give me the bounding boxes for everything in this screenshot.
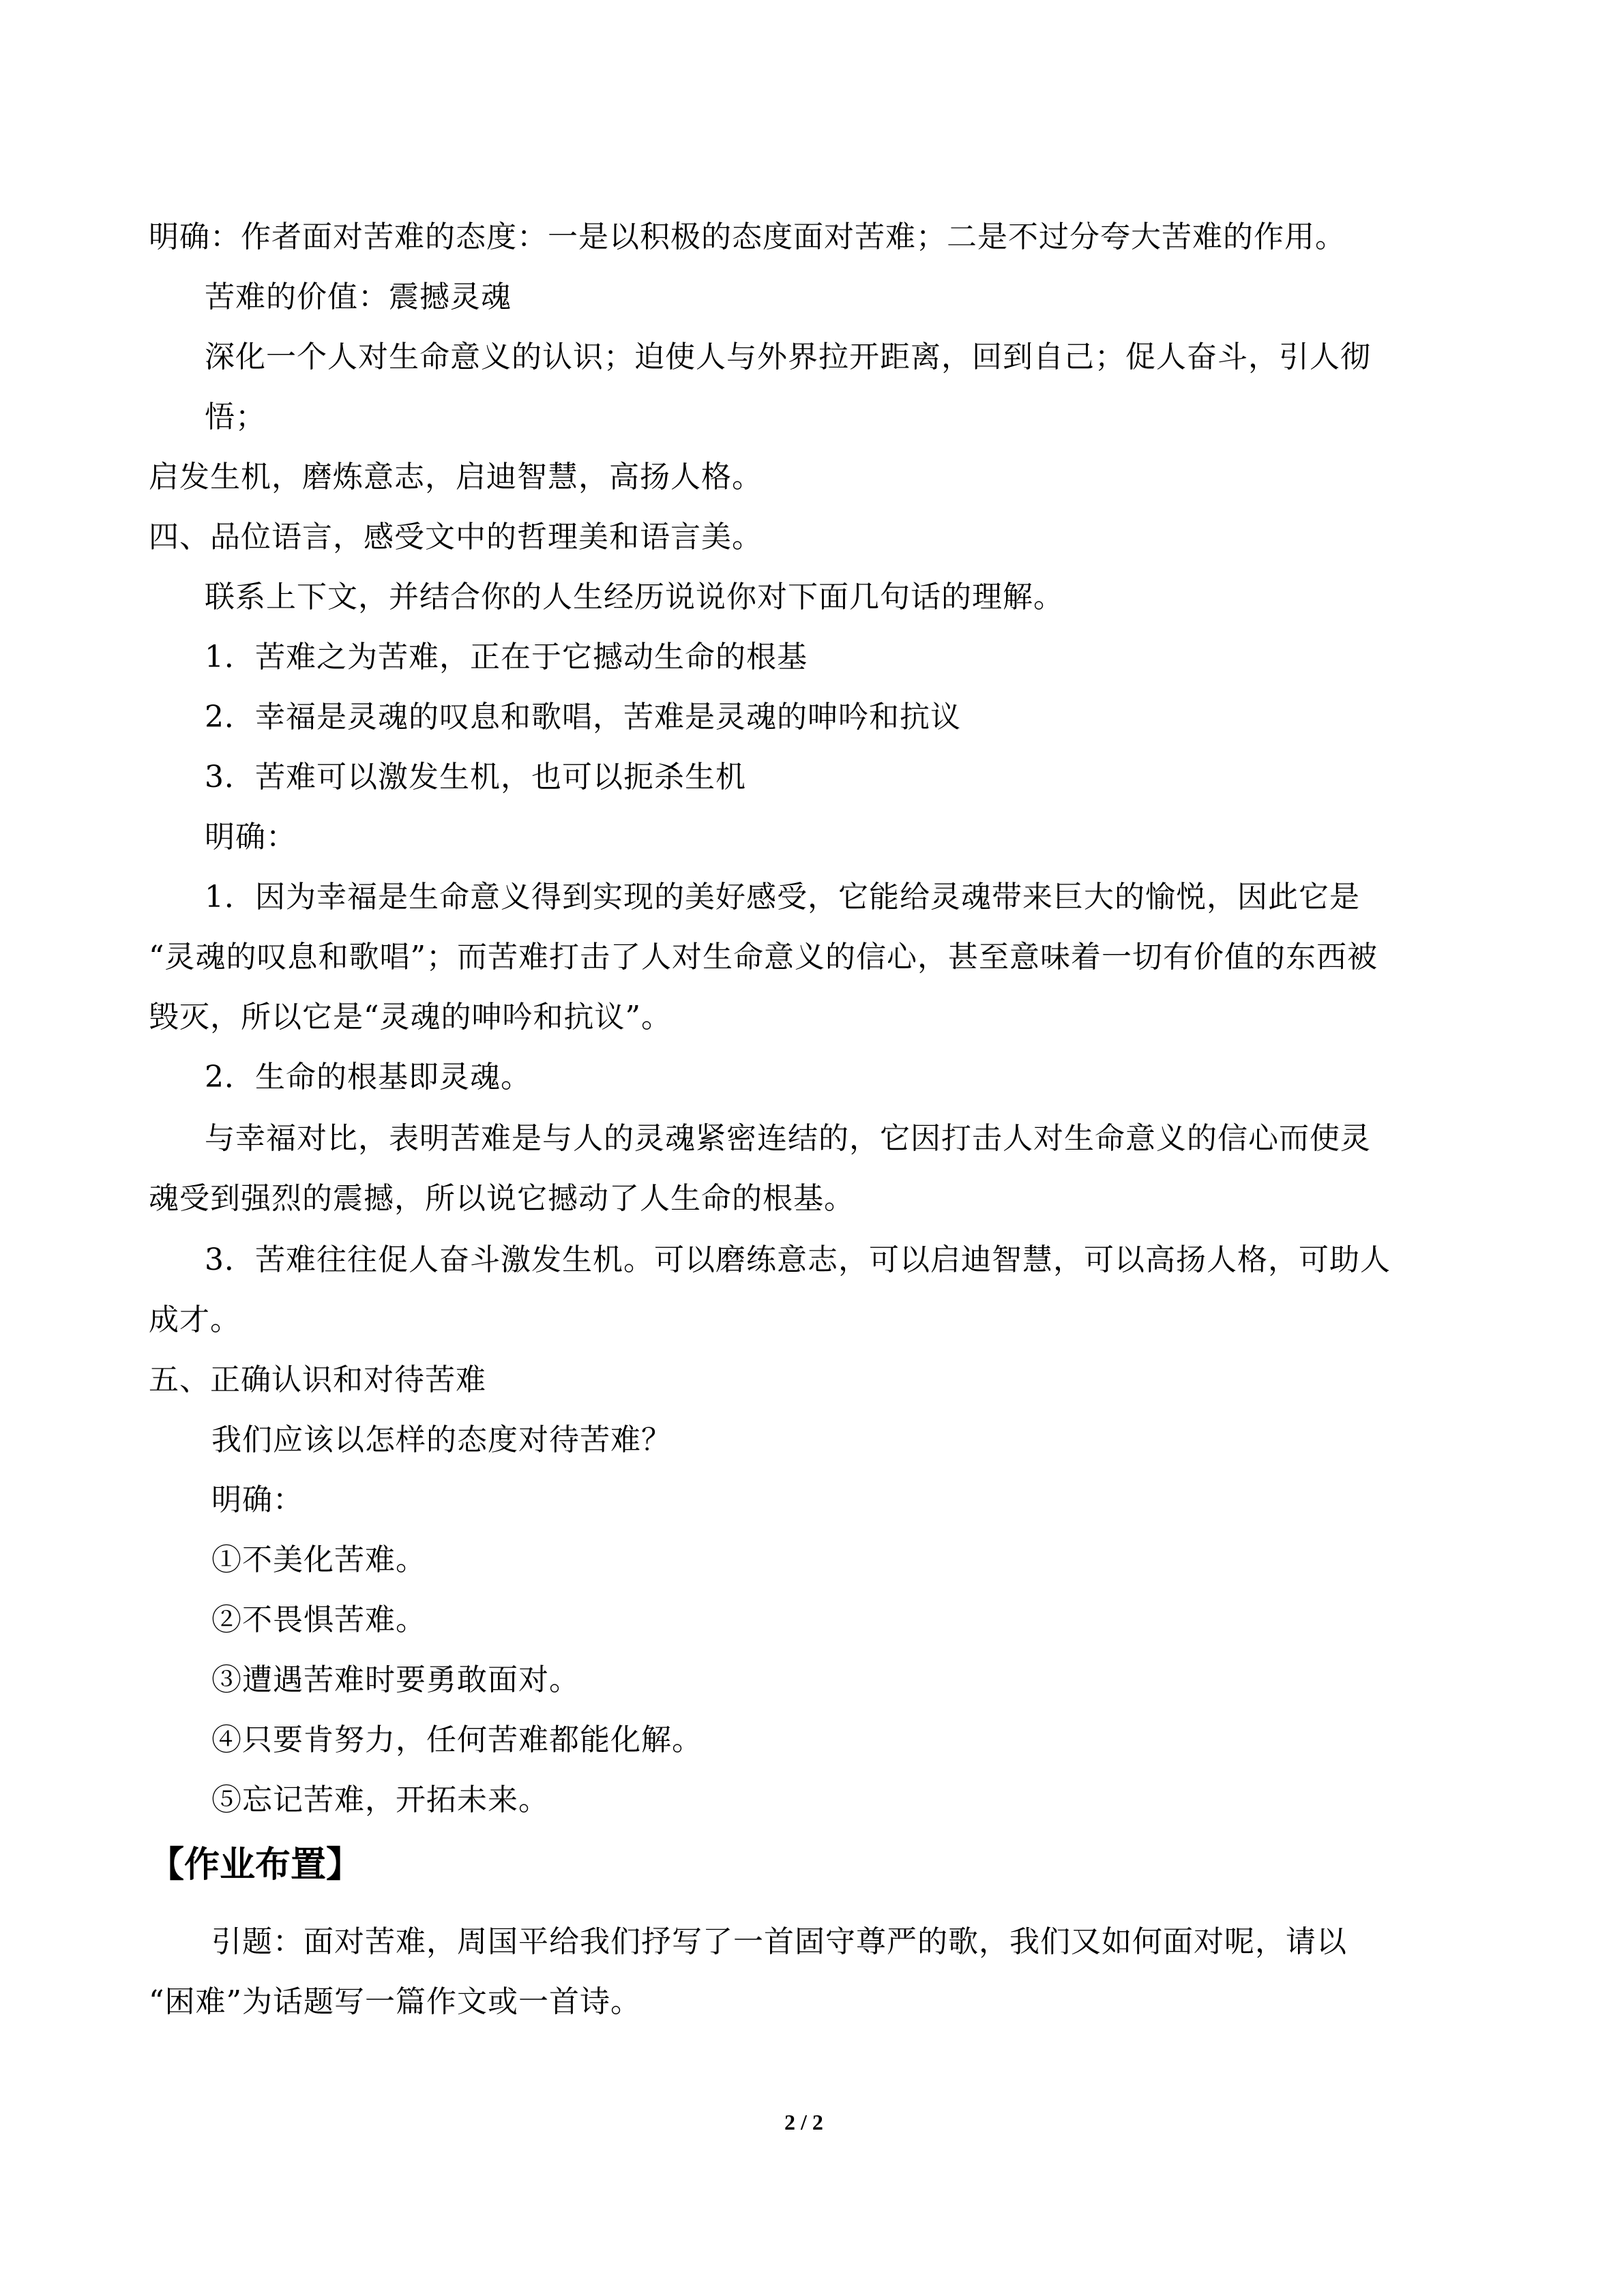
list-item: 3．苦难可以激发生机，也可以扼杀生机 xyxy=(205,760,746,794)
text-line: 明确：作者面对苦难的态度：一是以积极的态度面对苦难；二是不过分夸大苦难的作用。 xyxy=(149,220,1346,254)
text-line: 深化一个人对生命意义的认识；迫使人与外界拉开距离，回到自己；促人奋斗，引人彻 xyxy=(205,340,1371,374)
list-item: ⑤忘记苦难，开拓未来。 xyxy=(211,1783,549,1817)
text-line: 明确： xyxy=(211,1482,304,1517)
text-line: 2．生命的根基即灵魂。 xyxy=(205,1060,531,1094)
text-line: 魂受到强烈的震撼，所以说它撼动了人生命的根基。 xyxy=(149,1181,855,1216)
text-line: 我们应该以怎样的态度对待苦难？ xyxy=(211,1422,672,1457)
text-line: 苦难的价值：震撼灵魂 xyxy=(205,280,512,314)
text-line: 明确： xyxy=(205,820,297,854)
list-item: ①不美化苦难。 xyxy=(211,1542,426,1577)
section-heading: 四、品位语言，感受文中的哲理美和语言美。 xyxy=(149,520,763,554)
page-number: 2 / 2 xyxy=(784,2110,823,2134)
text-line: 悟； xyxy=(205,400,266,434)
text-line: 成才。 xyxy=(149,1302,241,1337)
list-item: ②不畏惧苦难。 xyxy=(211,1602,426,1637)
text-line: 毁灭，所以它是“灵魂的呻吟和抗议”。 xyxy=(149,1000,672,1034)
list-item: 2．幸福是灵魂的叹息和歌唱，苦难是灵魂的呻吟和抗议 xyxy=(205,700,961,734)
homework-text: 引题：面对苦难，周国平给我们抒写了一首固守尊严的歌，我们又如何面对呢，请以 xyxy=(211,1924,1347,1959)
homework-heading: 【作业布置】 xyxy=(149,1845,362,1885)
section-heading: 五、正确认识和对待苦难 xyxy=(149,1362,486,1397)
list-item: ③遭遇苦难时要勇敢面对。 xyxy=(211,1663,580,1697)
homework-text: “困难”为话题写一篇作文或一首诗。 xyxy=(149,1984,641,2019)
text-line: 与幸福对比，表明苦难是与人的灵魂紧密连结的，它因打击人对生命意义的信心而使灵 xyxy=(205,1121,1371,1156)
text-line: 1．因为幸福是生命意义得到实现的美好感受，它能给灵魂带来巨大的愉悦，因此它是 xyxy=(205,880,1360,914)
text-line: 联系上下文，并结合你的人生经历说说你对下面几句话的理解。 xyxy=(205,580,1064,614)
text-line: 3．苦难往往促人奋斗激发生机。可以磨练意志，可以启迪智慧，可以高扬人格，可助人 xyxy=(205,1242,1391,1277)
text-line: “灵魂的叹息和歌唱”；而苦难打击了人对生命意义的信心，甚至意味着一切有价值的东西被 xyxy=(149,940,1378,974)
text-line: 启发生机，磨炼意志，启迪智慧，高扬人格。 xyxy=(149,460,763,494)
list-item: 1．苦难之为苦难，正在于它撼动生命的根基 xyxy=(205,640,808,674)
list-item: ④只要肯努力，任何苦难都能化解。 xyxy=(211,1723,703,1757)
